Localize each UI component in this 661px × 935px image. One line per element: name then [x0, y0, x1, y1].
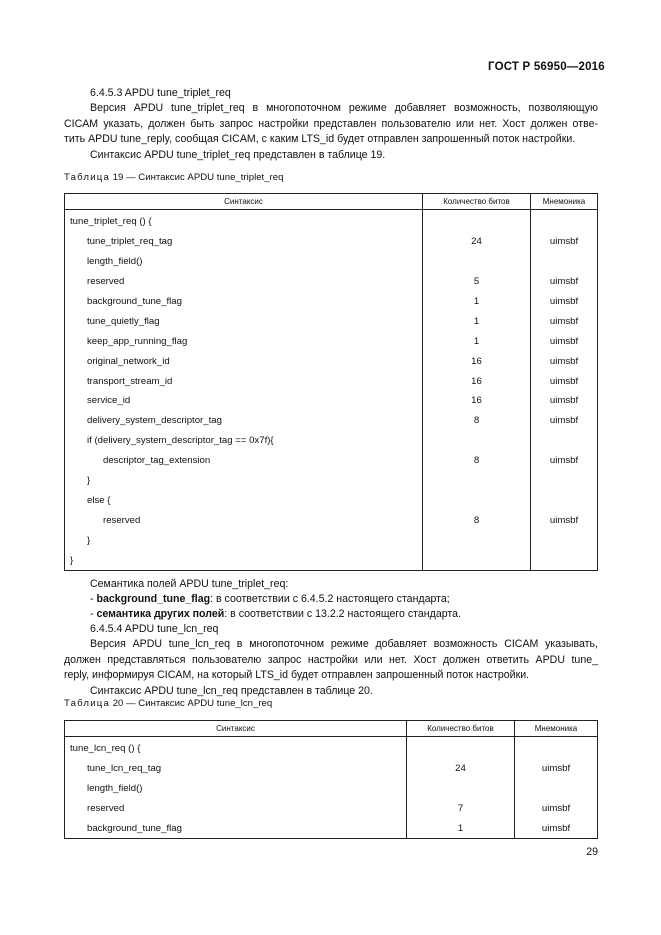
column-header: Синтаксис — [65, 721, 407, 737]
paragraph-line: должен представляться пользователю запрос настройки или нет. Хост должен ответить APDU tune_ — [64, 653, 598, 666]
syntax-note: Синтаксис APDU tune_lcn_req представлен в таблице 20. — [90, 684, 373, 697]
table-19 — [64, 193, 598, 571]
syntax-cell: service_id — [65, 391, 423, 411]
syntax-cell: length_field() — [65, 252, 423, 272]
bits-cell: 1 — [423, 311, 531, 331]
mnemonic-cell: uimsbf — [531, 311, 598, 331]
bits-cell: 7 — [407, 799, 515, 819]
column-header: Мнемоника — [515, 721, 598, 737]
semantics-intro-wrap — [64, 577, 598, 592]
table-row — [65, 232, 598, 252]
syntax-cell: delivery_system_descriptor_tag — [65, 411, 423, 431]
table-row — [65, 759, 598, 779]
table-row — [65, 510, 598, 530]
bits-cell: 24 — [407, 759, 515, 779]
mnemonic-cell — [531, 210, 598, 232]
page-number: 29 — [586, 846, 598, 858]
bullet-text: : в соответствии с 6.4.5.2 настоящего стандарта; — [210, 593, 450, 605]
paragraph-line: тить APDU tune_reply, сообщая CICAM, с каким LTS_id будет отправлен запрошенный поток настройки. — [64, 133, 576, 146]
bits-cell: 24 — [423, 232, 531, 252]
table-row — [65, 411, 598, 431]
syntax-cell: length_field() — [65, 779, 407, 799]
table-row — [65, 471, 598, 491]
bits-cell: 16 — [423, 351, 531, 371]
bullet-term: семантика других полей — [96, 608, 225, 620]
syntax-cell: } — [65, 550, 423, 570]
bullet-dash: - — [90, 608, 97, 620]
bullet-term: background_tune_flag — [96, 593, 211, 605]
bits-cell — [407, 779, 515, 799]
syntax-cell: tune_lcn_req_tag — [65, 759, 407, 779]
column-header: Синтаксис — [65, 194, 423, 210]
bits-cell — [423, 431, 531, 451]
section-6454-text — [64, 622, 598, 699]
bits-cell: 8 — [423, 510, 531, 530]
mnemonic-cell — [515, 779, 598, 799]
mnemonic-cell: uimsbf — [531, 451, 598, 471]
mnemonic-cell — [531, 490, 598, 510]
mnemonic-cell — [531, 550, 598, 570]
mnemonic-cell: uimsbf — [531, 391, 598, 411]
mnemonic-cell: uimsbf — [531, 371, 598, 391]
bits-cell — [423, 210, 531, 232]
syntax-cell: background_tune_flag — [65, 819, 407, 839]
paragraph-line: reply, информируя CICAM, на который LTS_id будет отправлен запрошенный поток настройки. — [64, 669, 530, 682]
bits-cell: 16 — [423, 371, 531, 391]
table-row — [65, 272, 598, 292]
syntax-cell: tune_triplet_req () { — [65, 210, 423, 232]
bits-cell — [423, 471, 531, 491]
syntax-cell: transport_stream_id — [65, 371, 423, 391]
table-row — [65, 311, 598, 331]
mnemonic-cell: uimsbf — [531, 232, 598, 252]
table-row — [65, 252, 598, 272]
section-heading: 6.4.5.4 APDU tune_lcn_req — [90, 623, 219, 635]
paragraph-line: CICAM указать, должен быть запрос настройки представлен пользователю или нет. Хост должен отве- — [64, 117, 598, 130]
table-19-caption — [64, 172, 283, 183]
table-row — [65, 530, 598, 550]
syntax-cell: keep_app_running_flag — [65, 331, 423, 351]
table-row — [65, 799, 598, 819]
table-row — [65, 819, 598, 839]
caption-text: 19 — Синтаксис APDU tune_triplet_req — [112, 172, 284, 183]
syntax-cell: original_network_id — [65, 351, 423, 371]
mnemonic-cell — [531, 471, 598, 491]
mnemonic-cell: uimsbf — [515, 819, 598, 839]
table-row — [65, 331, 598, 351]
mnemonic-cell: uimsbf — [515, 759, 598, 779]
table-row — [65, 371, 598, 391]
mnemonic-cell — [515, 737, 598, 759]
syntax-cell: descriptor_tag_extension — [65, 451, 423, 471]
syntax-cell: reserved — [65, 272, 423, 292]
mnemonic-cell: uimsbf — [531, 272, 598, 292]
document-code: ГОСТ Р 56950—2016 — [488, 61, 605, 73]
bits-cell — [407, 737, 515, 759]
table-row — [65, 779, 598, 799]
bits-cell — [423, 530, 531, 550]
bits-cell: 1 — [423, 292, 531, 312]
table-20-caption — [64, 698, 272, 709]
bits-cell: 1 — [423, 331, 531, 351]
caption-prefix: Таблица — [64, 172, 111, 183]
bullet-dash: - — [90, 593, 97, 605]
column-header: Мнемоника — [531, 194, 598, 210]
table-row — [65, 431, 598, 451]
mnemonic-cell: uimsbf — [531, 351, 598, 371]
syntax-cell: background_tune_flag — [65, 292, 423, 312]
bits-cell — [423, 490, 531, 510]
column-header: Количество битов — [423, 194, 531, 210]
caption-prefix: Таблица — [64, 698, 111, 709]
section-heading: 6.4.5.3 APDU tune_triplet_req — [90, 87, 231, 99]
table-row — [65, 490, 598, 510]
table-row — [65, 292, 598, 312]
mnemonic-cell: uimsbf — [515, 799, 598, 819]
bits-cell: 1 — [407, 819, 515, 839]
caption-text: 20 — Синтаксис APDU tune_lcn_req — [112, 698, 273, 709]
syntax-cell: tune_lcn_req () { — [65, 737, 407, 759]
bits-cell: 8 — [423, 451, 531, 471]
paragraph-line: Версия APDU tune_lcn_req в многопоточном режиме добавляет возможность CICAM указывать, — [90, 638, 598, 651]
bits-cell — [423, 550, 531, 570]
mnemonic-cell: uimsbf — [531, 331, 598, 351]
mnemonic-cell: uimsbf — [531, 510, 598, 530]
table-20 — [64, 720, 598, 839]
bits-cell: 16 — [423, 391, 531, 411]
table-header-row — [65, 194, 598, 210]
syntax-cell: } — [65, 471, 423, 491]
bits-cell: 8 — [423, 411, 531, 431]
table-row — [65, 737, 598, 759]
mnemonic-cell — [531, 252, 598, 272]
semantics-intro: Семантика полей APDU tune_triplet_req: — [90, 578, 289, 590]
section-6453-text — [64, 86, 598, 163]
syntax-note: Синтаксис APDU tune_triplet_req представлен в таблице 19. — [90, 148, 386, 161]
table-row — [65, 391, 598, 411]
mnemonic-cell — [531, 431, 598, 451]
syntax-cell: reserved — [65, 510, 423, 530]
table-header-row — [65, 721, 598, 737]
mnemonic-cell: uimsbf — [531, 292, 598, 312]
column-header: Количество битов — [407, 721, 515, 737]
bullet-text: : в соответствии с 13.2.2 настоящего стандарта. — [224, 608, 461, 620]
syntax-cell: } — [65, 530, 423, 550]
mnemonic-cell — [531, 530, 598, 550]
table-row — [65, 351, 598, 371]
bits-cell — [423, 252, 531, 272]
syntax-cell: tune_triplet_req_tag — [65, 232, 423, 252]
table-row — [65, 550, 598, 570]
mnemonic-cell: uimsbf — [531, 411, 598, 431]
table-row — [65, 451, 598, 471]
syntax-cell: else { — [65, 490, 423, 510]
semantics-bullet — [90, 592, 450, 607]
table-row — [65, 210, 598, 232]
paragraph-line: Версия APDU tune_triplet_req в многопоточном режиме добавляет возможность, позволяющую — [90, 102, 598, 115]
semantics-bullet — [90, 607, 461, 622]
bits-cell: 5 — [423, 272, 531, 292]
syntax-cell: if (delivery_system_descriptor_tag == 0x7f){ — [65, 431, 423, 451]
syntax-cell: reserved — [65, 799, 407, 819]
syntax-cell: tune_quietly_flag — [65, 311, 423, 331]
